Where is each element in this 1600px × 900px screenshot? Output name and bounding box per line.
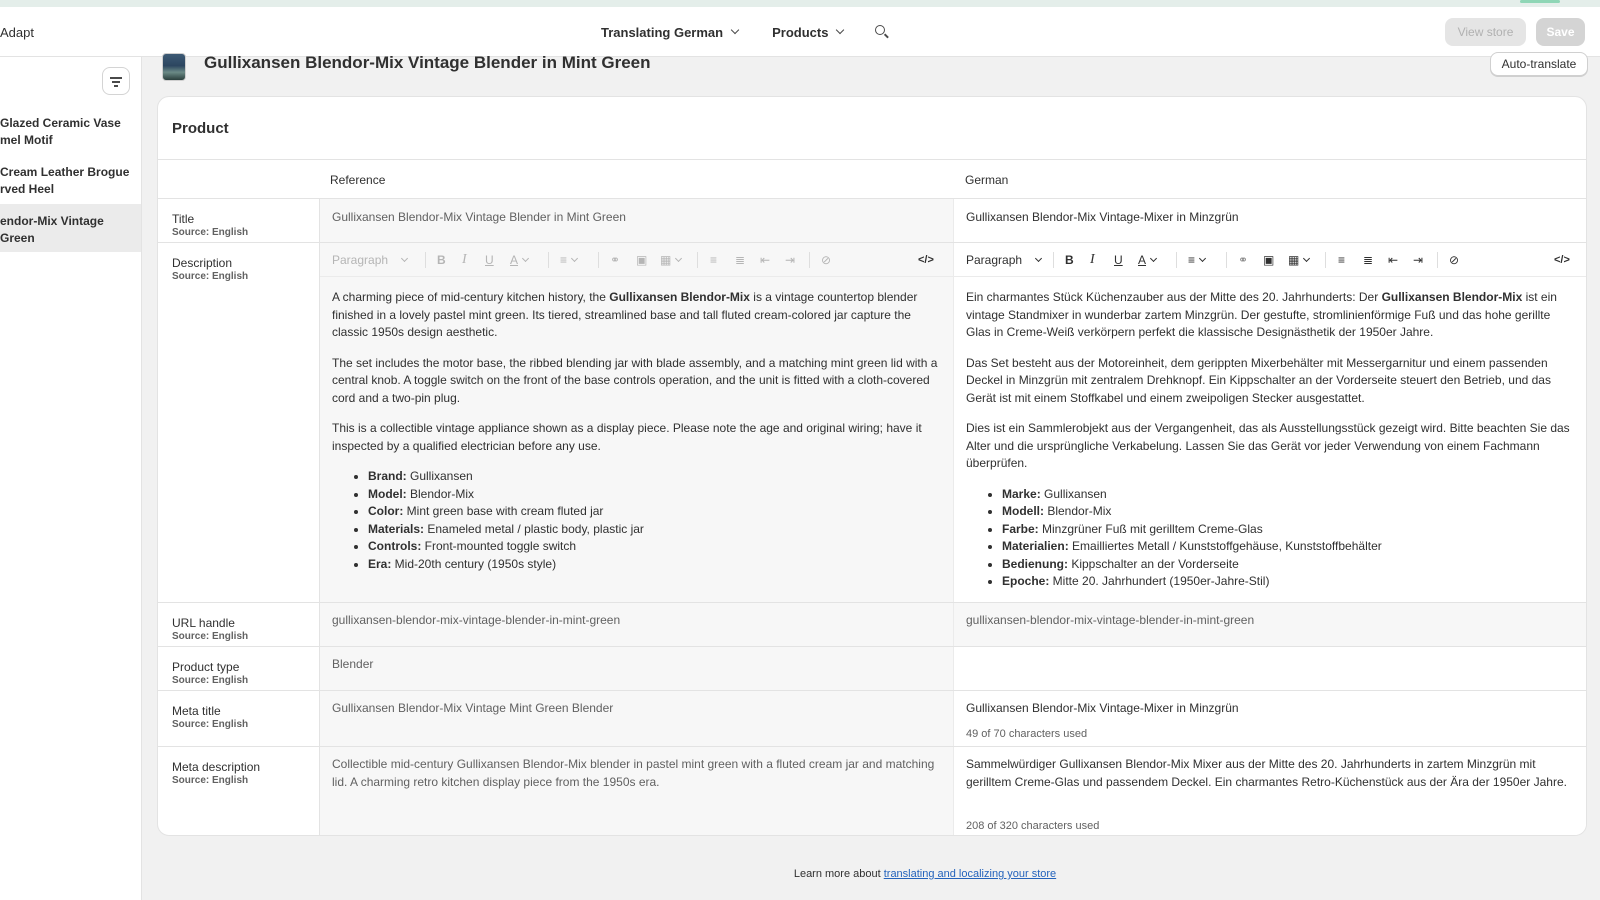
divider [1437,252,1438,268]
field-label [172,704,248,730]
view-store-button[interactable]: View store [1445,18,1526,46]
card-title: Product [172,120,229,137]
reference-value: Gullixansen Blendor-Mix Vintage Blender in Mint Green [332,210,626,224]
text: Ein charmantes Stück Küchenzauber aus der Mitte des 20. Jahrhunderts: Der [966,290,1382,304]
list-value: Emailliertes Metall / Kunststoffgehäuse, Kunststoffbehälter [1068,539,1382,553]
list-key: Controls: [368,539,422,553]
reference-value: Collectible mid-century Gullixansen Blendor-Mix blender in pastel mint green with a fluted cream jar and matching lid. A charming retro kitchen display piece from the 1950s era. [332,757,935,789]
field-label [172,616,248,642]
reference-cell [319,603,953,646]
clear-format-icon: ⊘ [821,253,832,267]
list-key: Color: [368,504,404,518]
list-key: Farbe: [1002,521,1039,536]
list-value: Blendor-Mix [406,486,475,501]
reference-toolbar [320,243,953,277]
image-icon: ▣ [636,253,648,267]
page-title: Gullixansen Blendor-Mix Vintage Blender in Mint Green [204,53,651,72]
chevron-down-icon [675,255,682,262]
reference-cell [319,691,953,746]
list-key: Model: [368,486,407,501]
list-value: Enameled metal / plastic body, plastic jar [424,521,644,536]
underline-icon: U [485,253,494,267]
german-value[interactable]: Sammelwürdiger Gullixansen Blendor-Mix Mixer aus der Mitte des 20. Jahrhunderts in zartem Minzgrün mit gerilltem Creme-Glas und passendem Deckel. Ein charmantes Retro-Küchenstück aus der Ära der 1950er Jahre. [966,757,1567,789]
image-button[interactable]: ▣ [1263,253,1275,267]
save-button[interactable]: Save [1536,18,1585,46]
row-title [158,198,1587,242]
list-value: Blendor-Mix [1044,504,1112,518]
paragraph [332,289,940,342]
top-strip-accent [1520,0,1560,3]
filter-icon [110,77,122,79]
character-counter: 49 of 70 characters used [966,728,1088,740]
list-item [1002,556,1578,574]
chevron-down-icon [1150,255,1157,262]
sidebar [0,57,142,900]
numbered-list-button[interactable]: ≣ [1363,253,1374,267]
row-url-handle [158,602,1587,646]
paragraph [966,289,1578,342]
bold-button[interactable]: B [1065,253,1074,267]
reference-value: Gullixansen Blendor-Mix Vintage Mint Green Blender [332,701,614,715]
paragraph-select [332,252,407,268]
link-icon: ⚭ [610,253,621,267]
german-title-field[interactable] [953,199,1587,242]
field-source: Source: English [172,775,249,786]
list-key: Modell: [1002,504,1044,518]
field-label [172,212,248,238]
resource-type-label: Products [772,24,829,40]
search-icon[interactable] [875,25,889,39]
text: ist ein vintage Standmixer in wunderbar zartem Minzgrün. Der gestufte, stromlinienförmige Fuß und das hohe gerillte Glas in Creme-Weiß verkörpern perfekt die klassische Designästhetik der 1950er Jahre. [966,290,1557,339]
paragraph: This is a collectible vintage appliance shown as a display piece. Please note the age and original wiring; have it inspected by a qualified electrician before any use. [332,421,922,453]
field-source: Source: English [172,631,249,642]
field-name: Product type [172,660,240,674]
divider [158,159,1587,160]
field-name: Description [172,256,233,270]
bold-text: Gullixansen Blendor-Mix [609,290,750,304]
sidebar-item-line: endor-Mix Vintage [0,214,104,228]
chevron-down-icon [1303,255,1310,262]
footer-help [0,868,1600,880]
field-source: Source: English [172,271,249,282]
underline-button[interactable]: U [1114,253,1123,267]
list-item [368,538,940,556]
language-selector[interactable] [601,22,738,42]
list-key: Materials: [368,521,425,536]
sidebar-item-blender[interactable] [0,204,141,252]
field-source: Source: English [172,227,249,238]
table-button[interactable]: ▦ [1288,252,1309,268]
list-value: Front-mounted toggle switch [421,539,577,553]
list-item [368,521,940,539]
row-description [158,242,1587,602]
sidebar-item-line: Glazed Ceramic Vase [0,116,121,130]
chevron-down-icon [1035,255,1042,262]
list-key: Materialien: [1002,539,1069,553]
chevron-down-icon [401,255,408,262]
divider [1226,252,1227,268]
german-value[interactable]: Gullixansen Blendor-Mix Vintage-Mixer in Minzgrün [966,210,1239,224]
bold-icon: B [437,253,446,267]
german-meta-description-field[interactable] [953,747,1587,836]
german-url-handle-field[interactable] [953,603,1587,646]
field-source: Source: English [172,719,249,730]
list-item [1002,538,1578,556]
list-value: Mitte 20. Jahrhundert (1950er-Jahre-Stil) [1049,574,1270,588]
code-view-icon[interactable]: </> [1554,254,1570,266]
field-label [172,760,260,786]
list-key: Era: [368,556,392,571]
sidebar-item-line: Cream Leather Brogue [0,165,130,179]
list-item [1002,521,1578,539]
german-value[interactable]: Gullixansen Blendor-Mix Vintage-Mixer in Minzgrün [966,701,1239,715]
align-button[interactable]: ≡ [1188,252,1205,268]
product-thumbnail [162,53,186,81]
field-source: Source: English [172,675,249,686]
outdent-button[interactable]: ⇤ [1388,253,1399,267]
field-label [172,660,248,686]
filter-button[interactable] [102,67,130,95]
divider [598,252,599,268]
list-item [1002,486,1578,504]
list-value: Mint green base with cream fluted jar [403,504,604,518]
table-icon: ▦ [660,252,681,268]
code-view-icon[interactable]: </> [918,254,934,266]
divider [697,252,698,268]
character-counter: 208 of 320 characters used [966,820,1100,832]
indent-icon: ⇥ [785,253,796,267]
list-item [1002,503,1578,521]
field-label [172,256,248,282]
spec-list [1002,486,1578,591]
row-meta-title [158,690,1587,746]
paragraph: Dies ist ein Sammlerobjekt aus der Vergangenheit, das als Ausstellungsstück gezeigt wird. Bitte beachten Sie das Alter und die ursprüngliche Verkabelung. Lassen Sie das Gerät vor jeder Verwendung von einem Fachmann überprüfen. [966,421,1570,470]
row-meta-description [158,746,1587,836]
clear-format-button[interactable]: ⊘ [1449,253,1460,267]
list-value: Kippschalter an der Vorderseite [1068,556,1239,571]
reference-value: Blender [332,657,374,671]
text: A charming piece of mid-century kitchen history, the [332,290,610,304]
paragraph-select[interactable] [966,252,1041,268]
text-color-icon: A [510,252,528,268]
german-description-editor[interactable] [953,243,1587,602]
spec-list [368,468,940,573]
divider [809,252,810,268]
german-product-type-field[interactable] [953,647,1587,690]
paragraph: The set includes the motor base, the ribbed blending jar with blade assembly, and a matching mint green lid with a central knob. A toggle switch on the front of the base controls operation, and the unit is fitted with a cloth-covered cord and a two-pin plug. [332,355,938,405]
list-value: Gullixansen [1040,486,1107,501]
bullet-list-button[interactable]: ≡ [1338,253,1346,267]
field-name: Title [172,212,195,226]
reference-cell [319,647,953,690]
sidebar-item-line: mel Motif [0,133,53,147]
top-strip [0,0,1600,7]
list-value: Minzgrüner Fuß mit gerilltem Creme-Glas [1038,521,1263,536]
list-item [1002,573,1578,591]
resource-type-selector[interactable] [772,22,843,42]
numbered-list-icon: ≣ [735,253,746,267]
german-value[interactable]: gullixansen-blendor-mix-vintage-blender-in-mint-green [966,613,1255,627]
text-color-button[interactable]: A [1138,252,1156,268]
chevron-down-icon [571,255,578,262]
paragraph: Das Set besteht aus der Motoreinheit, dem gerippten Mixerbehälter mit Messergarnitur und einem passenden Deckel in Minzgrün mit zentralem Drehknopf. Ein Kippschalter an der Vorderseite steuert den Betrieb, und das Gerät ist mit einem Stoffkabel und einem zweipoligen Stecker ausgestattet. [966,355,1551,405]
paragraph-select-label: Paragraph [966,253,1023,267]
reference-cell [319,747,953,836]
align-icon: ≡ [560,252,577,268]
sidebar-item-vase[interactable] [0,110,141,156]
list-value: Mid-20th century (1950s style) [391,556,557,571]
italic-icon: I [462,252,467,267]
top-nav [601,22,889,42]
list-key: Epoche: [1002,574,1050,588]
chevron-down-icon [836,26,844,34]
list-item [368,468,940,486]
top-bar [0,7,1600,57]
indent-button[interactable]: ⇥ [1413,253,1424,267]
divider [548,252,549,268]
sidebar-item-line: Green [0,231,35,245]
column-header-reference: Reference [330,173,386,187]
bold-text: Gullixansen Blendor-Mix [1381,290,1523,304]
chevron-down-icon [1199,255,1206,262]
language-selector-label: Translating German [601,24,724,40]
auto-translate-button[interactable]: Auto-translate [1490,52,1588,76]
list-key: Bedienung: [1002,556,1068,571]
german-meta-title-field[interactable] [953,691,1587,746]
bullet-list-icon: ≡ [710,253,718,267]
german-toolbar [954,243,1587,277]
italic-button[interactable]: I [1090,252,1095,267]
divider [1053,252,1054,268]
field-name: Meta description [172,760,261,774]
product-card [157,96,1587,836]
link-icon[interactable]: ⚭ [1238,253,1249,267]
german-description[interactable] [966,289,1578,591]
footer-text: Learn more about [793,868,884,880]
chevron-down-icon [731,26,739,34]
text: is a vintage countertop blender finished in a lovely pastel mint green. Its tiered, streamlined base and tall fluted cream-colored jar capture the classic 1950s design aesthetic. [332,290,918,339]
outdent-icon: ⇤ [760,253,771,267]
column-header-german: German [965,173,1009,187]
reference-cell [319,199,953,242]
sidebar-item-brogue[interactable] [0,159,141,205]
divider [1325,252,1326,268]
sidebar-item-line: rved Heel [0,182,55,196]
reference-value: gullixansen-blendor-mix-vintage-blender-in-mint-green [332,613,621,627]
help-link[interactable]: translating and localizing your store [883,868,1057,880]
app-brand: Adapt [0,25,34,40]
list-value: Gullixansen [406,469,473,483]
row-product-type [158,646,1587,690]
reference-cell [319,243,953,602]
list-item [368,556,940,574]
field-name: Meta title [172,704,221,718]
list-key: Brand: [368,469,407,483]
reference-description [332,289,940,573]
list-item [368,503,940,521]
divider [425,252,426,268]
field-name: URL handle [172,616,235,630]
chevron-down-icon [522,255,529,262]
list-item [368,486,940,504]
divider [1176,252,1177,268]
paragraph-select-label: Paragraph [332,253,389,267]
list-key: Marke: [1002,486,1041,501]
